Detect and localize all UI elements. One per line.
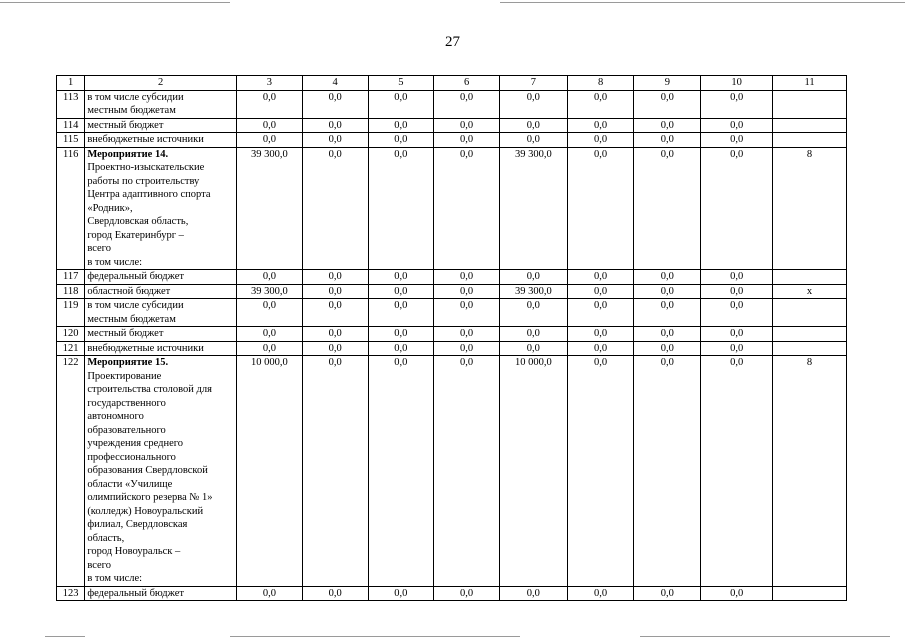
row-name bbox=[85, 284, 237, 299]
value-cell: 39 300,0 bbox=[237, 147, 303, 270]
table-row bbox=[57, 356, 847, 587]
value-cell: 0,0 bbox=[368, 356, 434, 587]
value-cell: 0,0 bbox=[701, 299, 773, 327]
value-cell: 0,0 bbox=[634, 284, 701, 299]
row-name-line: внебюджетные источники bbox=[87, 342, 204, 354]
value-cell: 0,0 bbox=[634, 299, 701, 327]
row-number: 122 bbox=[57, 356, 85, 587]
row-name-line: внебюджетные источники bbox=[87, 134, 204, 145]
value-cell: 0,0 bbox=[368, 327, 434, 342]
value-cell: 39 300,0 bbox=[499, 284, 567, 299]
row-name-line: местный бюджет bbox=[87, 328, 164, 339]
row-number: 114 bbox=[57, 118, 85, 133]
value-cell: 0,0 bbox=[302, 356, 368, 587]
row-name-line: автономного bbox=[87, 411, 144, 422]
value-cell: 0,0 bbox=[434, 270, 500, 285]
value-cell: 0,0 bbox=[567, 586, 634, 601]
value-cell: 0,0 bbox=[499, 586, 567, 601]
column-header: 6 bbox=[434, 76, 500, 91]
value-cell: 0,0 bbox=[567, 118, 634, 133]
value-cell: 39 300,0 bbox=[499, 147, 567, 270]
value-cell: 0,0 bbox=[701, 133, 773, 148]
row-name-line: олимпийского резерва № 1» bbox=[87, 492, 213, 503]
row-name-line: в том числе субсидии bbox=[87, 300, 184, 311]
value-cell: 0,0 bbox=[368, 284, 434, 299]
value-cell: 0,0 bbox=[634, 341, 701, 356]
row-name bbox=[85, 356, 237, 587]
value-cell: 0,0 bbox=[499, 118, 567, 133]
target-index-cell bbox=[773, 90, 847, 118]
value-cell: 0,0 bbox=[634, 118, 701, 133]
value-cell: 0,0 bbox=[634, 327, 701, 342]
table-row bbox=[57, 90, 847, 118]
row-number: 119 bbox=[57, 299, 85, 327]
table-row bbox=[57, 327, 847, 342]
column-header: 11 bbox=[773, 76, 847, 91]
scan-edge-bottom-mid bbox=[230, 636, 520, 637]
value-cell: 0,0 bbox=[567, 341, 634, 356]
row-name bbox=[85, 118, 237, 133]
value-cell: 0,0 bbox=[499, 327, 567, 342]
value-cell: 0,0 bbox=[302, 341, 368, 356]
row-number: 113 bbox=[57, 90, 85, 118]
value-cell: 0,0 bbox=[434, 586, 500, 601]
value-cell: 0,0 bbox=[237, 341, 303, 356]
row-name-line: «Родник», bbox=[87, 202, 133, 214]
value-cell: 0,0 bbox=[302, 327, 368, 342]
row-name-line: местным бюджетам bbox=[87, 313, 176, 325]
target-index-cell bbox=[773, 133, 847, 148]
value-cell: 0,0 bbox=[434, 133, 500, 148]
value-cell: 0,0 bbox=[567, 133, 634, 148]
row-name-line: профессионального bbox=[87, 451, 176, 463]
row-name-line: учреждения среднего bbox=[87, 438, 184, 449]
column-header: 2 bbox=[85, 76, 237, 91]
value-cell: 0,0 bbox=[634, 133, 701, 148]
value-cell: 0,0 bbox=[634, 270, 701, 285]
row-name-line: (колледж) Новоуральский bbox=[87, 505, 204, 517]
value-cell: 0,0 bbox=[434, 341, 500, 356]
table-row bbox=[57, 133, 847, 148]
value-cell: 0,0 bbox=[302, 133, 368, 148]
row-name bbox=[85, 327, 237, 342]
table-row bbox=[57, 586, 847, 601]
scan-edge-top-right bbox=[500, 2, 905, 3]
row-name-line: в том числе субсидии bbox=[87, 91, 184, 103]
table-row bbox=[57, 341, 847, 356]
budget-table bbox=[56, 75, 847, 601]
value-cell: 0,0 bbox=[368, 586, 434, 601]
value-cell: 0,0 bbox=[368, 270, 434, 285]
row-name-line: всего bbox=[87, 559, 111, 571]
value-cell: 0,0 bbox=[434, 118, 500, 133]
value-cell: 0,0 bbox=[567, 147, 634, 270]
value-cell: 0,0 bbox=[701, 586, 773, 601]
target-index-cell bbox=[773, 586, 847, 601]
column-header: 3 bbox=[237, 76, 303, 91]
row-name-line: всего bbox=[87, 243, 111, 254]
column-header: 8 bbox=[567, 76, 634, 91]
row-name-line: образования Свердловской bbox=[87, 465, 208, 476]
value-cell: 0,0 bbox=[701, 90, 773, 118]
value-cell: 0,0 bbox=[634, 90, 701, 118]
column-header-row bbox=[57, 76, 847, 91]
value-cell: 0,0 bbox=[302, 299, 368, 327]
value-cell: 0,0 bbox=[434, 299, 500, 327]
row-name bbox=[85, 90, 237, 118]
row-number: 123 bbox=[57, 586, 85, 601]
row-number: 118 bbox=[57, 284, 85, 299]
row-number: 120 bbox=[57, 327, 85, 342]
value-cell: 0,0 bbox=[302, 284, 368, 299]
value-cell: 0,0 bbox=[237, 118, 303, 133]
value-cell: 0,0 bbox=[302, 90, 368, 118]
event-title: Мероприятие 14. bbox=[87, 148, 169, 160]
value-cell: 0,0 bbox=[434, 90, 500, 118]
value-cell: 0,0 bbox=[368, 118, 434, 133]
row-name bbox=[85, 270, 237, 285]
value-cell: 0,0 bbox=[701, 341, 773, 356]
value-cell: 10 000,0 bbox=[499, 356, 567, 587]
table-row bbox=[57, 270, 847, 285]
value-cell: 0,0 bbox=[567, 327, 634, 342]
value-cell: 39 300,0 bbox=[237, 284, 303, 299]
value-cell: 0,0 bbox=[701, 356, 773, 587]
target-index-cell bbox=[773, 341, 847, 356]
value-cell: 0,0 bbox=[434, 327, 500, 342]
value-cell: 0,0 bbox=[567, 299, 634, 327]
value-cell: 0,0 bbox=[567, 284, 634, 299]
value-cell: 0,0 bbox=[237, 586, 303, 601]
value-cell: 0,0 bbox=[634, 147, 701, 270]
target-index-cell bbox=[773, 299, 847, 327]
row-name-line: город Новоуральск – bbox=[87, 546, 181, 557]
scan-edge-bottom-right bbox=[640, 636, 890, 637]
table-row bbox=[57, 147, 847, 270]
value-cell: 0,0 bbox=[302, 270, 368, 285]
row-name-line: Центра адаптивного спорта bbox=[87, 189, 211, 200]
value-cell: 0,0 bbox=[701, 270, 773, 285]
value-cell: 0,0 bbox=[634, 586, 701, 601]
value-cell: 0,0 bbox=[499, 341, 567, 356]
value-cell: 0,0 bbox=[302, 147, 368, 270]
value-cell: 0,0 bbox=[434, 356, 500, 587]
value-cell: 0,0 bbox=[368, 133, 434, 148]
row-name-line: Проектирование bbox=[87, 370, 162, 382]
value-cell: 0,0 bbox=[237, 90, 303, 118]
value-cell: 0,0 bbox=[434, 284, 500, 299]
row-number: 116 bbox=[57, 147, 85, 270]
row-number: 121 bbox=[57, 341, 85, 356]
row-name-line: местный бюджет bbox=[87, 119, 164, 131]
row-name bbox=[85, 299, 237, 327]
page-number: 27 bbox=[445, 34, 460, 50]
row-name-line: местным бюджетам bbox=[87, 105, 176, 116]
row-name-line: работы по строительству bbox=[87, 175, 200, 187]
row-name-line: в том числе: bbox=[87, 573, 143, 584]
row-name-line: город Екатеринбург – bbox=[87, 229, 184, 241]
scan-edge-top-left bbox=[0, 2, 230, 3]
row-name bbox=[85, 133, 237, 148]
value-cell: 0,0 bbox=[499, 133, 567, 148]
target-index-cell bbox=[773, 270, 847, 285]
value-cell: 0,0 bbox=[237, 133, 303, 148]
target-index-cell: х bbox=[773, 284, 847, 299]
value-cell: 0,0 bbox=[701, 327, 773, 342]
row-name-line: филиал, Свердловская bbox=[87, 519, 188, 530]
row-name-line: федеральный бюджет bbox=[87, 587, 184, 599]
value-cell: 0,0 bbox=[434, 147, 500, 270]
value-cell: 0,0 bbox=[368, 90, 434, 118]
column-header: 1 bbox=[57, 76, 85, 91]
row-name bbox=[85, 147, 237, 270]
row-name-line: Свердловская область, bbox=[87, 216, 189, 227]
value-cell: 0,0 bbox=[302, 586, 368, 601]
column-header: 5 bbox=[368, 76, 434, 91]
value-cell: 0,0 bbox=[368, 147, 434, 270]
value-cell: 0,0 bbox=[237, 327, 303, 342]
value-cell: 0,0 bbox=[567, 356, 634, 587]
target-index-cell bbox=[773, 118, 847, 133]
value-cell: 0,0 bbox=[368, 341, 434, 356]
row-name-line: в том числе: bbox=[87, 256, 143, 268]
row-name bbox=[85, 341, 237, 356]
row-name-line: образовательного bbox=[87, 424, 166, 436]
value-cell: 0,0 bbox=[237, 270, 303, 285]
target-index-cell: 8 bbox=[773, 356, 847, 587]
row-name-line: области «Училище bbox=[87, 478, 173, 490]
value-cell: 0,0 bbox=[634, 356, 701, 587]
value-cell: 0,0 bbox=[368, 299, 434, 327]
table-row bbox=[57, 118, 847, 133]
row-name-line: федеральный бюджет bbox=[87, 271, 184, 282]
value-cell: 0,0 bbox=[302, 118, 368, 133]
value-cell: 0,0 bbox=[567, 90, 634, 118]
row-number: 115 bbox=[57, 133, 85, 148]
value-cell: 0,0 bbox=[499, 299, 567, 327]
event-title: Мероприятие 15. bbox=[87, 357, 169, 368]
value-cell: 10 000,0 bbox=[237, 356, 303, 587]
value-cell: 0,0 bbox=[701, 147, 773, 270]
column-header: 4 bbox=[302, 76, 368, 91]
value-cell: 0,0 bbox=[567, 270, 634, 285]
row-number: 117 bbox=[57, 270, 85, 285]
row-name-line: область, bbox=[87, 532, 125, 544]
row-name-line: государственного bbox=[87, 397, 166, 409]
table-row bbox=[57, 284, 847, 299]
value-cell: 0,0 bbox=[701, 284, 773, 299]
target-index-cell: 8 bbox=[773, 147, 847, 270]
target-index-cell bbox=[773, 327, 847, 342]
row-name bbox=[85, 586, 237, 601]
column-header: 9 bbox=[634, 76, 701, 91]
value-cell: 0,0 bbox=[499, 90, 567, 118]
row-name-line: Проектно-изыскательские bbox=[87, 162, 205, 173]
column-header: 7 bbox=[499, 76, 567, 91]
value-cell: 0,0 bbox=[237, 299, 303, 327]
value-cell: 0,0 bbox=[701, 118, 773, 133]
row-name-line: строительства столовой для bbox=[87, 384, 212, 395]
table-body bbox=[57, 76, 847, 601]
table-row bbox=[57, 299, 847, 327]
scan-edge-bottom-left bbox=[45, 636, 85, 637]
column-header: 10 bbox=[701, 76, 773, 91]
row-name-line: областной бюджет bbox=[87, 285, 171, 297]
value-cell: 0,0 bbox=[499, 270, 567, 285]
